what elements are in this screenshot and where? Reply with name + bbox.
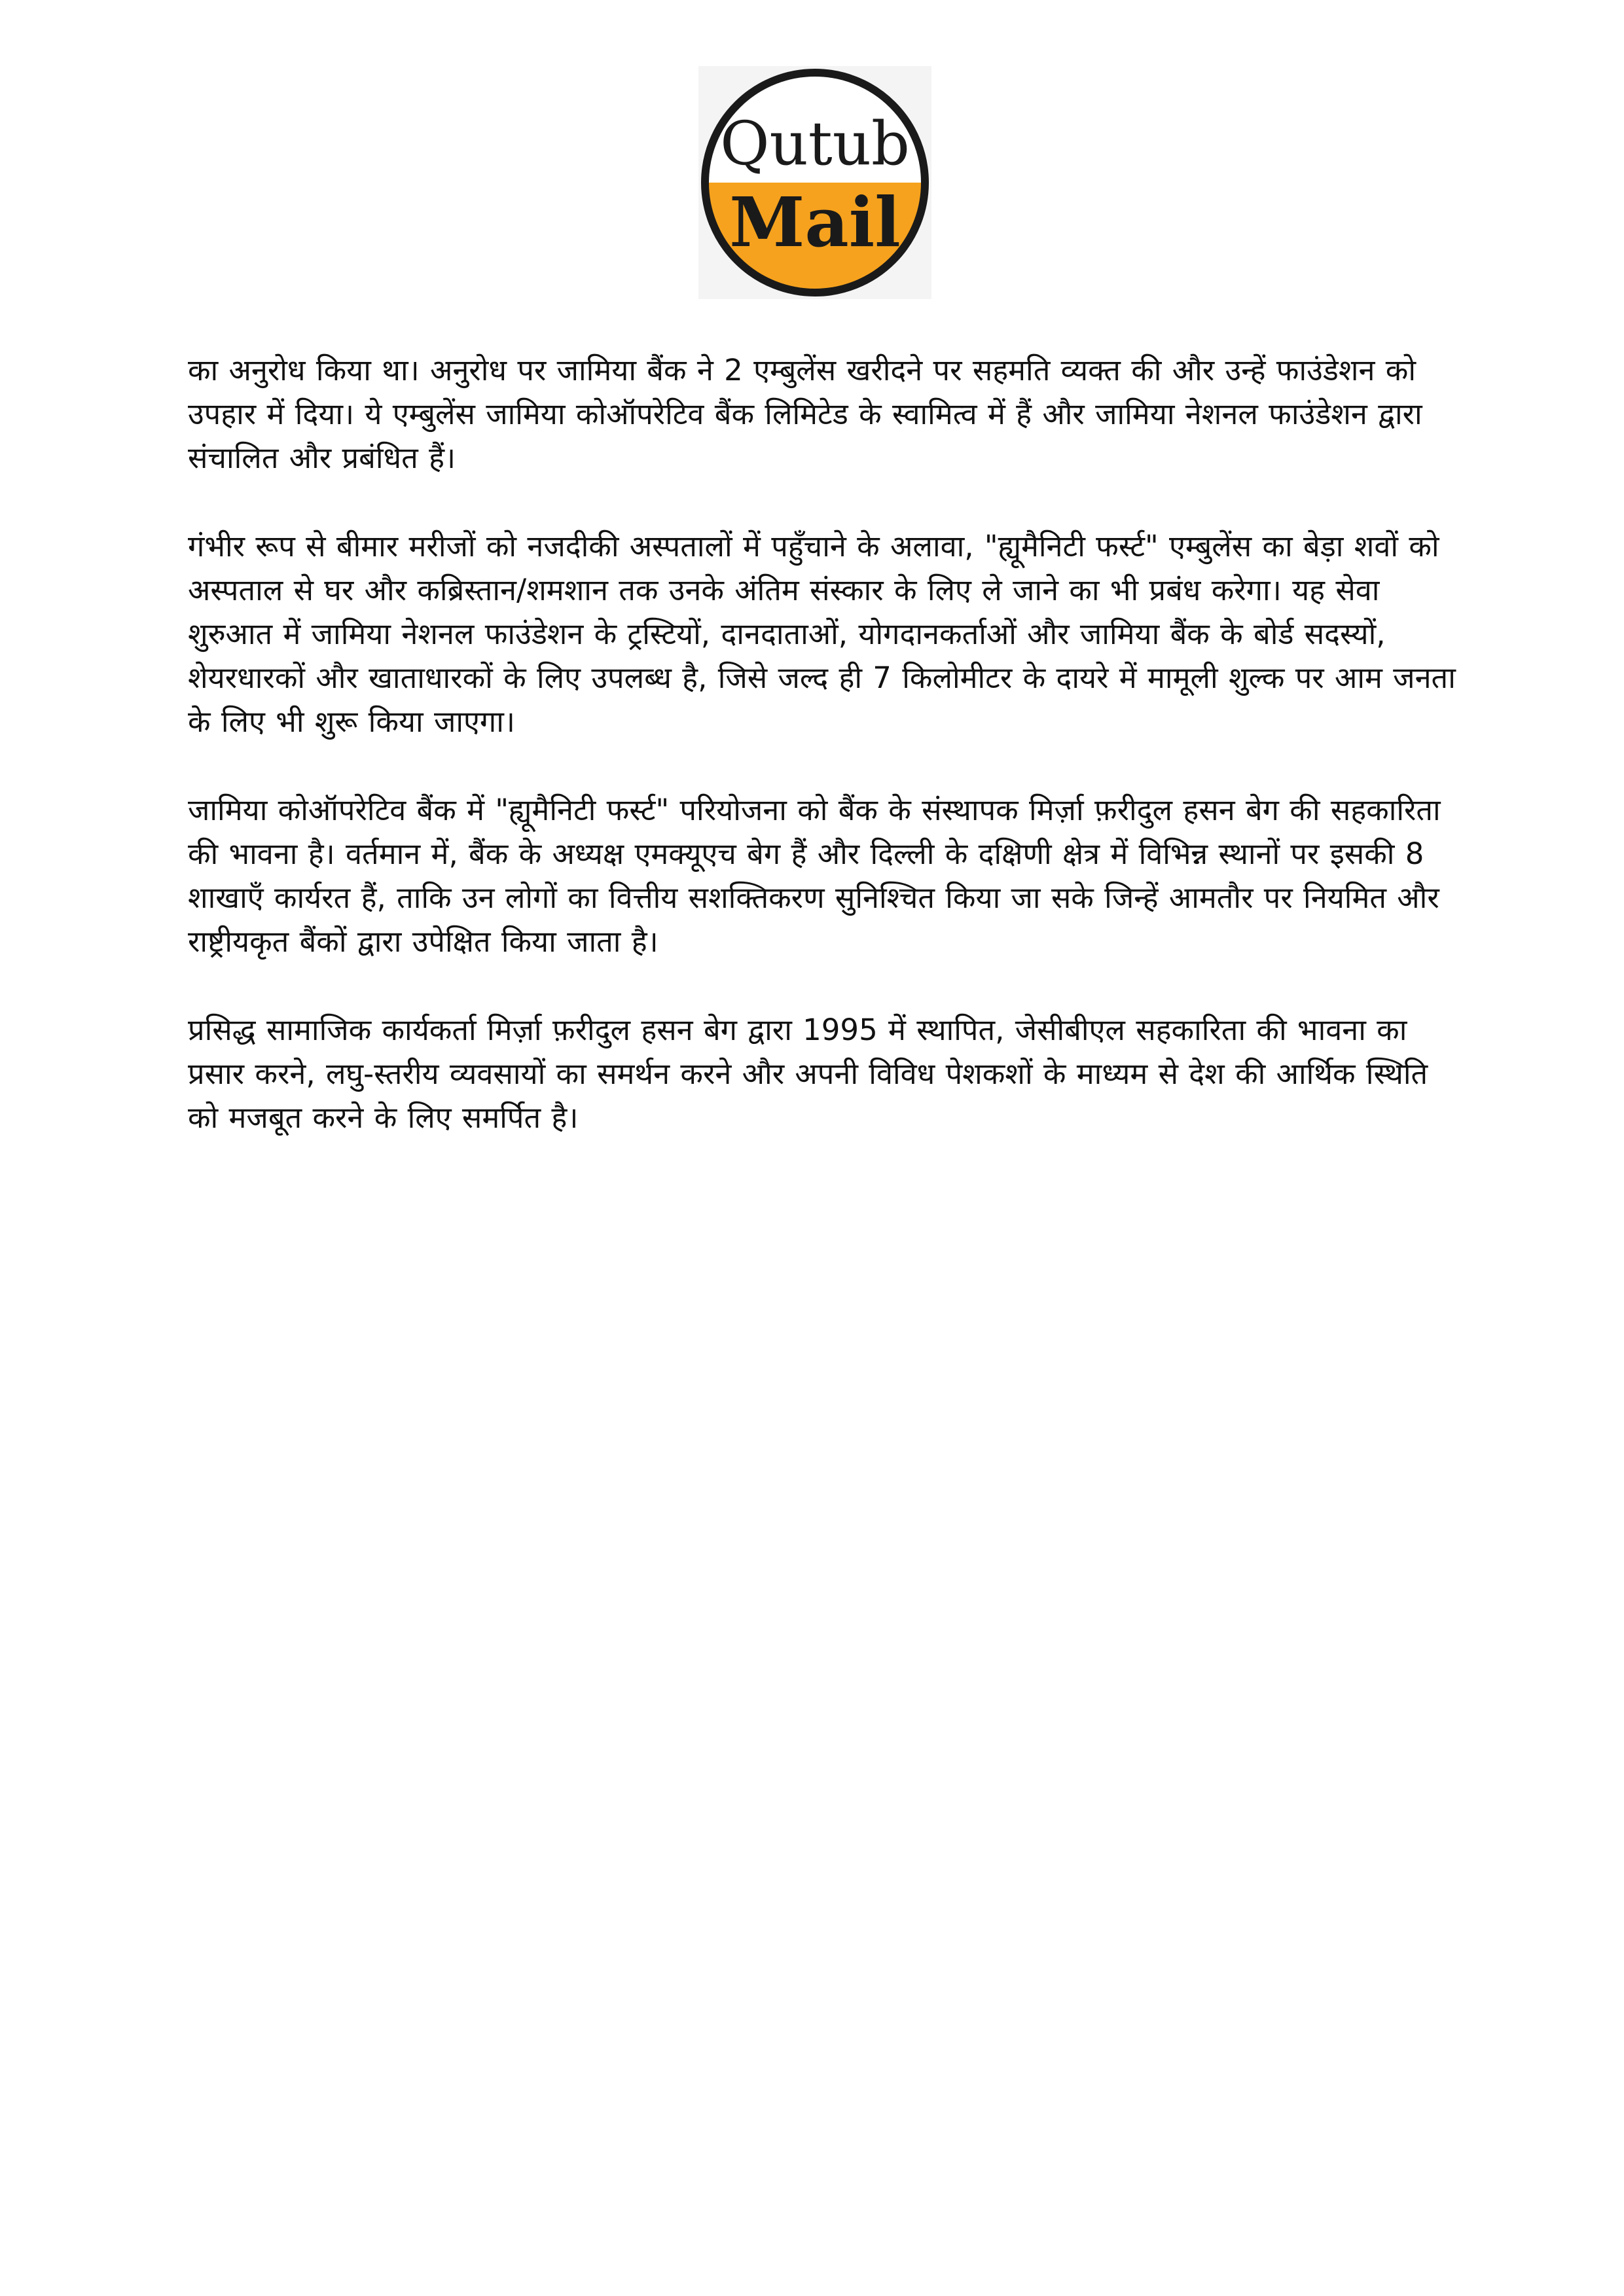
- article-paragraph: का अनुरोध किया था। अनुरोध पर जामिया बैंक ने 2 एम्बुलेंस खरीदने पर सहमति व्यक्त की और उन्हें फाउंडेशन को उपहार में दिया। ये एम्बुलेंस जामिया कोऑपरेटिव बैंक लिमिटेड के स्वामित्व में हैं और जामिया नेशनल फाउंडेशन द्वारा संचालित और प्रबंधित हैं।: [188, 353, 1422, 475]
- article-paragraph: गंभीर रूप से बीमार मरीजों को नजदीकी अस्पतालों में पहुँचाने के अलावा, "ह्यूमैनिटी फर्स्ट" एम्बुलेंस का बेड़ा शवों को अस्पताल से घर और कब्रिस्तान/शमशान तक उनके अंतिम संस्कार के लिए ले जाने का भी प्रबंध करेगा। यह सेवा शुरुआत में जामिया नेशनल फाउंडेशन के ट्रस्टियों, दानदाताओं, योगदानकर्ताओं और जामिया बैंक के बोर्ड सदस्यों, शेयरधारकों और खाताधारकों के लिए उपलब्ध है, जिसे जल्द ही 7 किलोमीटर के दायरे में मामूली शुल्क पर आम जनता के लिए भी शुरू किया जाएगा।: [188, 529, 1456, 739]
- logo-word-qutub: Qutub: [720, 109, 910, 179]
- article-body: [188, 348, 1458, 1184]
- logo-word-mail: Mail: [729, 182, 901, 262]
- article-paragraph: प्रसिद्ध सामाजिक कार्यकर्ता मिर्ज़ा फ़रीदुल हसन बेग द्वारा 1995 में स्थापित, जेसीबीएल सहकारिता की भावना का प्रसार करने, लघु-स्तरीय व्यवसायों का समर्थन करने और अपनी विविध पेशकशों के माध्यम से देश की आर्थिक स्थिति को मजबूत करने के लिए समर्पित है।: [188, 1013, 1428, 1135]
- logo-emblem: [698, 66, 931, 299]
- qutub-mail-logo: [698, 66, 931, 299]
- article-paragraph: जामिया कोऑपरेटिव बैंक में "ह्यूमैनिटी फर्स्ट" परियोजना को बैंक के संस्थापक मिर्ज़ा फ़रीदुल हसन बेग की सहकारिता की भावना है। वर्तमान में, बैंक के अध्यक्ष एमक्यूएच बेग हैं और दिल्ली के दक्षिणी क्षेत्र में विभिन्न स्थानों पर इसकी 8 शाखाएँ कार्यरत हैं, ताकि उन लोगों का वित्तीय सशक्तिकरण सुनिश्चित किया जा सके जिन्हें आमतौर पर नियमित और राष्ट्रीयकृत बैंकों द्वारा उपेक्षित किया जाता है।: [188, 793, 1441, 959]
